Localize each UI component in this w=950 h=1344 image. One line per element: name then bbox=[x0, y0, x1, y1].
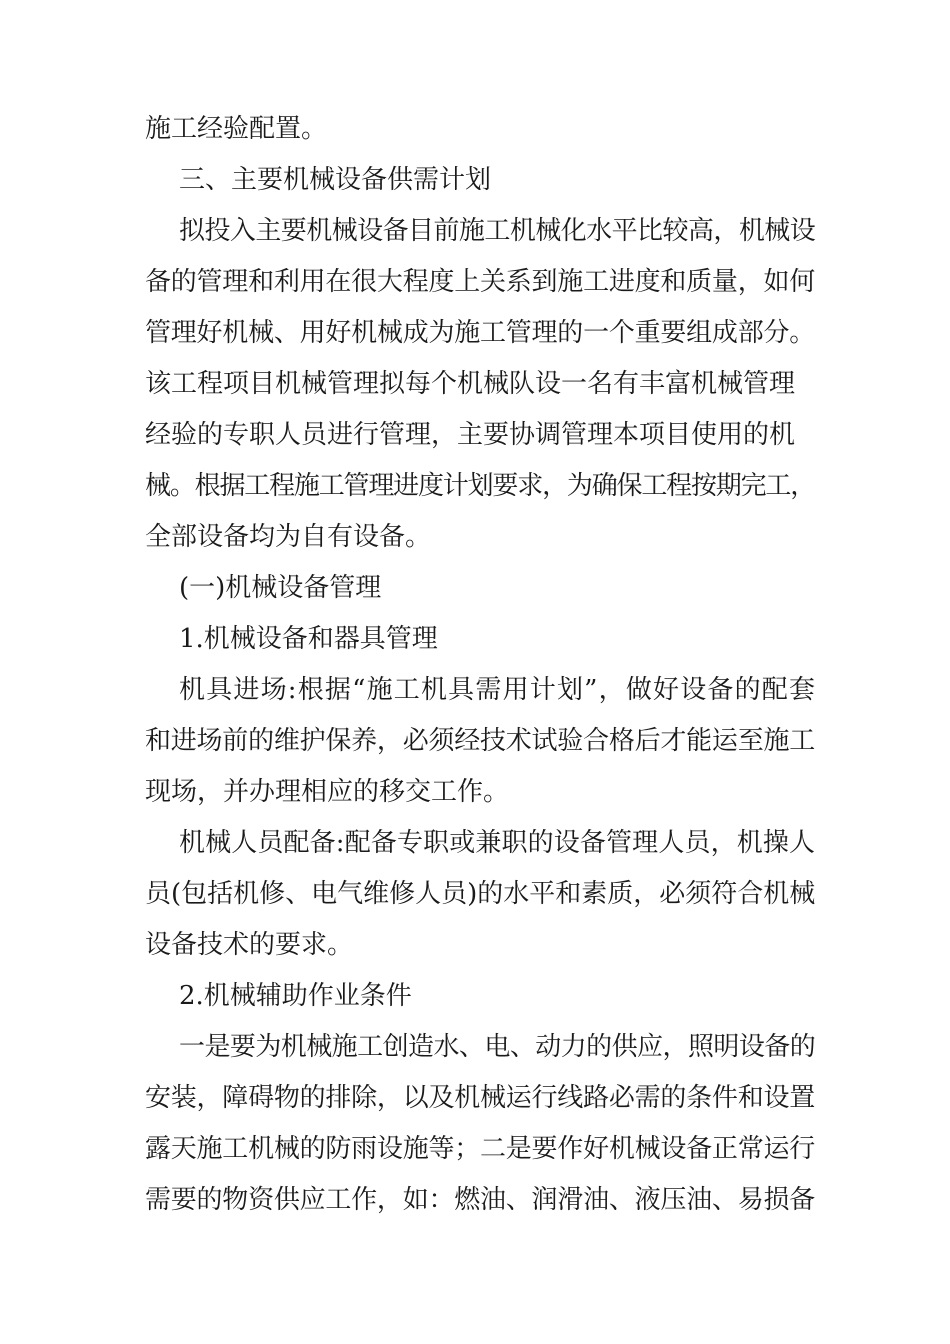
subsection-heading bbox=[145, 563, 815, 614]
text-line: 2.机械辅助作业条件 bbox=[179, 981, 412, 1011]
text-line: 需要的物资供应工作，如：燃油、润滑油、液压油、易损备 bbox=[145, 1185, 815, 1215]
paragraph-machine-entry bbox=[145, 665, 815, 818]
text-line: 机具进场:根据“施工机具需用计划”，做好设备的配套 bbox=[179, 675, 815, 705]
text-line: 备的管理和利用在很大程度上关系到施工进度和质量，如何 bbox=[145, 267, 815, 297]
text-line: 一是要为机械施工创造水、电、动力的供应，照明设备的 bbox=[179, 1032, 815, 1062]
text-line: 三、主要机械设备供需计划 bbox=[179, 165, 492, 195]
text-line: (一)机械设备管理 bbox=[179, 573, 382, 603]
text-line: 和进场前的维护保养，必须经技术试验合格后才能运至施工 bbox=[145, 726, 815, 756]
text-line: 经验的专职人员进行管理，主要协调管理本项目使用的机 bbox=[145, 420, 796, 450]
paragraph-equipment-intro bbox=[145, 206, 815, 563]
text-line: 拟投入主要机械设备目前施工机械化水平比较高，机械设 bbox=[179, 216, 815, 246]
paragraph-auxiliary-conditions bbox=[145, 1022, 815, 1226]
text-line: 安装，障碍物的排除，以及机械运行线路必需的条件和设置 bbox=[145, 1083, 815, 1113]
text-line: 施工经验配置。 bbox=[145, 114, 328, 144]
text-line: 现场，并办理相应的移交工作。 bbox=[145, 777, 510, 807]
text-line: 机械人员配备:配备专职或兼职的设备管理人员，机操人 bbox=[179, 828, 815, 858]
document-body bbox=[145, 104, 815, 1226]
text-line: 管理好机械、用好机械成为施工管理的一个重要组成部分。 bbox=[145, 318, 815, 348]
text-line: 械。根据工程施工管理进度计划要求，为确保工程按期完工， bbox=[145, 471, 815, 501]
paragraph-continuation bbox=[145, 104, 815, 155]
section-heading bbox=[145, 155, 815, 206]
text-line: 该工程项目机械管理拟每个机械队设一名有丰富机械管理 bbox=[145, 369, 796, 399]
text-line: 全部设备均为自有设备。 bbox=[145, 522, 432, 552]
text-line: 设备技术的要求。 bbox=[145, 930, 354, 960]
paragraph-staffing bbox=[145, 818, 815, 971]
text-line: 露天施工机械的防雨设施等；二是要作好机械设备正常运行 bbox=[145, 1134, 815, 1164]
numbered-heading bbox=[145, 614, 815, 665]
text-line: 员(包括机修、电气维修人员)的水平和素质，必须符合机械 bbox=[145, 879, 816, 909]
numbered-heading bbox=[145, 971, 815, 1022]
text-line: 1.机械设备和器具管理 bbox=[179, 624, 438, 654]
